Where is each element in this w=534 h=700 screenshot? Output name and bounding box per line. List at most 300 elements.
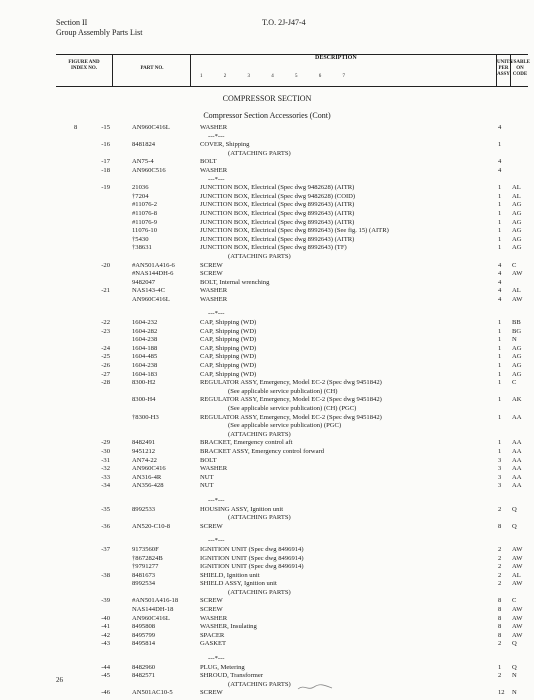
description: BOLT — [200, 158, 217, 166]
part-number: #NAS144DH-6 — [132, 270, 174, 278]
part-number: AN75-4 — [132, 158, 154, 166]
section-subtitle: Group Assembly Parts List — [56, 28, 143, 37]
description: SCREW — [200, 689, 223, 697]
description: CAP, Shipping (WD) — [200, 344, 257, 352]
part-number: †5430 — [132, 235, 149, 243]
units-per-assy: 1 — [498, 370, 502, 378]
part-number: 8495814 — [132, 640, 156, 648]
units-per-assy: 2 — [498, 545, 502, 553]
index-number: -17 — [101, 158, 110, 166]
index-number: -24 — [101, 344, 110, 352]
column-header-usable: USABLE ON CODE — [510, 60, 531, 77]
usable-on-code: AA — [512, 456, 522, 464]
table-row — [56, 193, 526, 202]
units-per-assy: 4 — [498, 287, 502, 295]
units-per-assy: 1 — [498, 663, 502, 671]
part-number: 1604-238 — [132, 362, 158, 370]
description: IGNITION UNIT (Spec dwg 8496914) — [200, 554, 304, 562]
description: (See applicable service publication) (CH) — [228, 387, 338, 395]
units-per-assy: 8 — [498, 597, 502, 605]
part-number: #11076-9 — [132, 218, 158, 226]
table-row — [56, 497, 526, 506]
units-per-assy: 1 — [498, 227, 502, 235]
usable-on-code: AG — [512, 201, 522, 209]
table-row — [56, 219, 526, 228]
units-per-assy: 1 — [498, 362, 502, 370]
part-number: 1604-282 — [132, 327, 158, 335]
table-row — [56, 448, 526, 457]
description: BRACKET ASSY, Emergency control forward — [200, 447, 324, 455]
part-number: AN520-C10-8 — [132, 522, 171, 530]
units-per-assy: 12 — [498, 689, 505, 697]
part-number: 8481673 — [132, 571, 156, 579]
units-per-assy: 3 — [498, 482, 502, 490]
usable-on-code: AG — [512, 344, 522, 352]
usable-on-code: AA — [512, 473, 522, 481]
units-per-assy: 2 — [498, 563, 502, 571]
figure-number: 8 — [74, 124, 78, 131]
units-per-assy: 4 — [498, 278, 502, 286]
units-per-assy: 1 — [498, 192, 502, 200]
table-row — [56, 124, 526, 133]
description: (See applicable service publication) (CH) (PGC) — [228, 405, 357, 412]
parts-list — [56, 124, 526, 698]
part-number: NAS144DH-18 — [132, 606, 174, 614]
usable-on-code: AA — [512, 439, 522, 447]
table-row — [56, 474, 526, 483]
units-per-assy: 3 — [498, 473, 502, 481]
part-number: †9791277 — [132, 563, 159, 571]
table-row — [56, 270, 526, 279]
part-number: †8300-H3 — [132, 413, 159, 421]
table-row — [56, 580, 526, 589]
usable-on-code: AG — [512, 209, 522, 217]
usable-on-code: AW — [512, 614, 523, 622]
description: ---*--- — [208, 655, 225, 663]
units-per-assy: 1 — [498, 344, 502, 352]
description: SHIELD, Ignition unit — [200, 571, 260, 579]
units-per-assy: 1 — [498, 244, 502, 252]
description: ---*--- — [208, 537, 225, 545]
part-number: 8992534 — [132, 580, 156, 588]
description: NUT — [200, 473, 214, 481]
units-per-assy: 2 — [498, 580, 502, 588]
table-row — [56, 253, 526, 262]
table-row — [56, 201, 526, 210]
table-row — [56, 563, 526, 572]
table-row — [56, 465, 526, 474]
usable-on-code: AW — [512, 563, 523, 571]
table-row — [56, 672, 526, 681]
sub-title: Compressor Section Accessories (Cont) — [203, 111, 331, 120]
table-row — [56, 414, 526, 423]
index-number: -28 — [101, 379, 110, 387]
page-number: 26 — [56, 676, 63, 684]
description: JUNCTION BOX, Electrical (Spec dwg 8992643) (AITR) — [200, 209, 355, 217]
part-number: 9482047 — [132, 278, 156, 286]
usable-on-code: AW — [512, 580, 523, 588]
usable-on-code: AW — [512, 545, 523, 553]
part-number: #AN501A416-18 — [132, 597, 179, 605]
description: REGULATOR ASSY, Emergency, Model EC-2 (Spec dwg 9451842) — [200, 413, 382, 421]
usable-on-code: C — [512, 597, 517, 605]
description: SHROUD, Transformer — [200, 672, 264, 680]
index-number: -21 — [101, 287, 110, 295]
description: WASHER — [200, 465, 228, 473]
part-number: AN960C416 — [132, 465, 166, 473]
units-per-assy: 4 — [498, 166, 502, 174]
description: HOUSING ASSY, Ignition unit — [200, 505, 284, 513]
description: JUNCTION BOX, Electrical (Spec dwg 8992643) (AITR) — [200, 218, 355, 226]
description: SCREW — [200, 261, 223, 269]
usable-on-code: BG — [512, 327, 522, 335]
units-per-assy: 1 — [498, 379, 502, 387]
table-row — [56, 482, 526, 491]
index-number: -22 — [101, 319, 110, 327]
usable-on-code: AG — [512, 218, 522, 226]
description: ---*--- — [208, 132, 225, 140]
table-row — [56, 405, 526, 414]
table-row — [56, 655, 526, 664]
usable-on-code: AK — [512, 396, 522, 404]
units-per-assy: 1 — [498, 218, 502, 226]
usable-on-code: AW — [512, 270, 523, 278]
description: BRACKET, Emergency control aft — [200, 439, 293, 447]
description: CAP, Shipping (WD) — [200, 327, 257, 335]
units-per-assy: 3 — [498, 465, 502, 473]
description: JUNCTION BOX, Electrical (Spec dwg 8992643) (AITR) — [200, 235, 355, 243]
part-number: NAS143-4C — [132, 287, 165, 295]
part-number: AN501AC10-5 — [132, 689, 173, 697]
description: IGNITION UNIT (Spec dwg 8496914) — [200, 563, 304, 571]
column-header-part: PART NO. — [140, 66, 164, 71]
table-row — [56, 546, 526, 555]
column-header-description: DESCRIPTION — [315, 55, 357, 61]
units-per-assy: 2 — [498, 554, 502, 562]
part-number: 1604-232 — [132, 319, 158, 327]
index-number: -25 — [101, 353, 110, 361]
description: CAP, Shipping (WD) — [200, 336, 257, 344]
description: SHIELD ASSY, Ignition unit — [200, 580, 277, 588]
usable-on-code: AG — [512, 370, 522, 378]
index-number: -35 — [101, 505, 110, 513]
part-number: †8672824B — [132, 554, 163, 562]
usable-on-code: N — [512, 672, 517, 680]
table-row — [56, 353, 526, 362]
table-row — [56, 176, 526, 185]
usable-on-code: C — [512, 261, 517, 269]
usable-on-code: AA — [512, 482, 522, 490]
units-per-assy: 1 — [498, 439, 502, 447]
units-per-assy: 1 — [498, 413, 502, 421]
table-row — [56, 319, 526, 328]
description: GASKET — [200, 640, 227, 648]
part-number: 8300-H2 — [132, 379, 156, 387]
description: WASHER — [200, 295, 228, 303]
index-number: -39 — [101, 597, 110, 605]
units-per-assy: 3 — [498, 456, 502, 464]
part-number: AN316-4R — [132, 473, 162, 481]
part-number: 21036 — [132, 184, 149, 192]
index-number: -37 — [101, 545, 110, 553]
description: WASHER — [200, 614, 228, 622]
description: JUNCTION BOX, Electrical (Spec dwg 8992643) (See fig. 15) (AITR) — [200, 227, 389, 235]
description: JUNCTION BOX, Electrical (Spec dwg 8992643) (TF) — [200, 244, 347, 252]
description: JUNCTION BOX, Electrical (Spec dwg 8992643) (AITR) — [200, 201, 355, 209]
description: REGULATOR ASSY, Emergency, Model EC-2 (Spec dwg 9451842) — [200, 379, 382, 387]
table-row — [56, 606, 526, 615]
usable-on-code: N — [512, 336, 517, 344]
description: BOLT, Internal wrenching — [200, 278, 270, 286]
usable-on-code: AL — [512, 192, 521, 200]
part-number: 9451212 — [132, 447, 156, 455]
table-row — [56, 555, 526, 564]
usable-on-code: AL — [512, 571, 521, 579]
part-number: 8992533 — [132, 505, 156, 513]
units-per-assy: 1 — [498, 327, 502, 335]
description: ---*--- — [208, 310, 225, 318]
units-per-assy: 4 — [498, 124, 502, 131]
table-row — [56, 158, 526, 167]
usable-on-code: AG — [512, 244, 522, 252]
usable-on-code: Q — [512, 663, 517, 671]
part-number: AN960C416L — [132, 614, 170, 622]
description: REGULATOR ASSY, Emergency, Model EC-2 (Spec dwg 9451842) — [200, 396, 382, 404]
description: COVER, Shipping — [200, 141, 250, 149]
index-number: -38 — [101, 571, 110, 579]
part-number: 1604-183 — [132, 370, 158, 378]
units-per-assy: 1 — [498, 447, 502, 455]
units-per-assy: 2 — [498, 672, 502, 680]
header-rule-bottom — [56, 86, 528, 87]
units-per-assy: 4 — [498, 295, 502, 303]
usable-on-code: AA — [512, 465, 522, 473]
index-number: -30 — [101, 447, 110, 455]
table-row — [56, 457, 526, 466]
header-rule-top — [56, 54, 528, 55]
index-number: -41 — [101, 623, 110, 631]
table-row — [56, 184, 526, 193]
table-row — [56, 141, 526, 150]
table-row — [56, 537, 526, 546]
part-number: 8482491 — [132, 439, 156, 447]
index-number: -16 — [101, 141, 110, 149]
table-row — [56, 371, 526, 380]
units-per-assy: 2 — [498, 571, 502, 579]
table-row — [56, 514, 526, 523]
units-per-assy: 4 — [498, 158, 502, 166]
usable-on-code: Q — [512, 505, 517, 513]
index-number: -23 — [101, 327, 110, 335]
table-row — [56, 279, 526, 288]
table-row — [56, 388, 526, 397]
index-number: -33 — [101, 473, 110, 481]
index-number: -32 — [101, 465, 110, 473]
table-row — [56, 328, 526, 337]
index-number: -36 — [101, 522, 110, 530]
table-row — [56, 345, 526, 354]
description: SPACER — [200, 631, 225, 639]
usable-on-code: AW — [512, 295, 523, 303]
table-row — [56, 133, 526, 142]
description: (See applicable service publication) (PGC) — [228, 422, 342, 430]
index-number: -45 — [101, 672, 110, 680]
index-number: -46 — [101, 689, 110, 697]
units-per-assy: 8 — [498, 614, 502, 622]
usable-on-code: AA — [512, 413, 522, 421]
index-number: -31 — [101, 456, 110, 464]
index-number: -18 — [101, 166, 110, 174]
units-per-assy: 1 — [498, 319, 502, 327]
usable-on-code: AG — [512, 353, 522, 361]
units-per-assy: 8 — [498, 631, 502, 639]
units-per-assy: 2 — [498, 505, 502, 513]
usable-on-code: AG — [512, 227, 522, 235]
table-row — [56, 506, 526, 515]
usable-on-code: AW — [512, 554, 523, 562]
part-number: AN960C416L — [132, 295, 170, 303]
section-title: COMPRESSOR SECTION — [222, 94, 312, 103]
units-per-assy: 1 — [498, 336, 502, 344]
units-per-assy: 8 — [498, 606, 502, 614]
table-row — [56, 296, 526, 305]
table-row — [56, 439, 526, 448]
to-number: T.O. 2J-J47-4 — [262, 18, 306, 27]
table-row — [56, 689, 526, 698]
description: ---*--- — [208, 175, 225, 183]
usable-on-code: AL — [512, 287, 521, 295]
table-row — [56, 310, 526, 319]
index-number: -44 — [101, 663, 110, 671]
description: SCREW — [200, 606, 223, 614]
table-row — [56, 681, 526, 690]
part-number: AN960C516 — [132, 166, 166, 174]
table-row — [56, 640, 526, 649]
usable-on-code: Q — [512, 640, 517, 648]
table-row — [56, 150, 526, 159]
description: (ATTACHING PARTS) — [228, 252, 291, 260]
column-header-units: UNITS PER ASSY — [497, 60, 513, 77]
usable-on-code: Q — [512, 522, 517, 530]
description: WASHER, Insulating — [200, 623, 257, 631]
description: CAP, Shipping (WD) — [200, 319, 257, 327]
table-row — [56, 287, 526, 296]
table-row — [56, 632, 526, 641]
column-header-figure: FIGURE AND INDEX NO. — [68, 60, 100, 71]
part-number: 11076-10 — [132, 227, 158, 235]
usable-on-code: AG — [512, 362, 522, 370]
column-divider — [190, 54, 191, 86]
units-per-assy: 1 — [498, 396, 502, 404]
table-row — [56, 615, 526, 624]
units-per-assy: 8 — [498, 522, 502, 530]
index-number: -19 — [101, 184, 110, 192]
description: CAP, Shipping (WD) — [200, 362, 257, 370]
usable-on-code: BB — [512, 319, 521, 327]
description: (ATTACHING PARTS) — [228, 514, 291, 522]
part-number: †38631 — [132, 244, 152, 252]
usable-on-code: AW — [512, 631, 523, 639]
description: CAP, Shipping (WD) — [200, 353, 257, 361]
table-row — [56, 236, 526, 245]
handwritten-mark — [296, 682, 336, 692]
description: (ATTACHING PARTS) — [228, 430, 291, 438]
table-row — [56, 167, 526, 176]
description: WASHER — [200, 287, 228, 295]
index-number: -20 — [101, 261, 110, 269]
part-number: †7204 — [132, 192, 149, 200]
part-number: 8495799 — [132, 631, 156, 639]
table-row — [56, 379, 526, 388]
table-row — [56, 431, 526, 440]
description: JUNCTION BOX, Electrical (Spec dwg 9482628) (COID) — [200, 192, 356, 200]
units-per-assy: 1 — [498, 184, 502, 192]
description: PLUG, Metering — [200, 663, 245, 671]
part-number: 1604-238 — [132, 336, 158, 344]
part-number: AN74-22 — [132, 456, 157, 464]
table-row — [56, 362, 526, 371]
part-number: 8482960 — [132, 663, 156, 671]
table-row — [56, 597, 526, 606]
description: WASHER — [200, 166, 228, 174]
usable-on-code: AL — [512, 184, 521, 192]
units-per-assy: 4 — [498, 270, 502, 278]
part-number: #11076-8 — [132, 209, 158, 217]
table-row — [56, 523, 526, 532]
table-row — [56, 589, 526, 598]
indent-level-numbers: 1 2 3 4 5 6 7 — [200, 74, 355, 79]
description: BOLT — [200, 456, 217, 464]
units-per-assy: 1 — [498, 141, 502, 149]
units-per-assy: 2 — [498, 640, 502, 648]
index-number: -15 — [101, 124, 110, 131]
part-number: 8300-H4 — [132, 396, 156, 404]
index-number: -34 — [101, 482, 110, 490]
table-row — [56, 262, 526, 271]
page-header-left — [56, 18, 142, 38]
usable-on-code: N — [512, 689, 517, 697]
description: NUT — [200, 482, 214, 490]
table-row — [56, 227, 526, 236]
table-row — [56, 572, 526, 581]
part-number: 1604-188 — [132, 344, 158, 352]
part-number: AN356-428 — [132, 482, 164, 490]
table-row — [56, 422, 526, 431]
index-number: -42 — [101, 631, 110, 639]
usable-on-code: C — [512, 379, 517, 387]
description: SCREW — [200, 597, 223, 605]
index-number: -27 — [101, 370, 110, 378]
units-per-assy: 1 — [498, 235, 502, 243]
table-row — [56, 336, 526, 345]
table-row — [56, 396, 526, 405]
units-per-assy: 8 — [498, 623, 502, 631]
index-number: -40 — [101, 614, 110, 622]
units-per-assy: 1 — [498, 201, 502, 209]
section-label: Section II — [56, 18, 88, 27]
description: CAP, Shipping (WD) — [200, 370, 257, 378]
description: JUNCTION BOX, Electrical (Spec dwg 9482628) (AITR) — [200, 184, 355, 192]
usable-on-code: AA — [512, 447, 522, 455]
units-per-assy: 1 — [498, 209, 502, 217]
table-row — [56, 623, 526, 632]
part-number: #11076-2 — [132, 201, 158, 209]
part-number: 1604-485 — [132, 353, 158, 361]
units-per-assy: 1 — [498, 353, 502, 361]
description: SCREW — [200, 522, 223, 530]
part-number: #AN501A416-6 — [132, 261, 175, 269]
usable-on-code: AW — [512, 606, 523, 614]
